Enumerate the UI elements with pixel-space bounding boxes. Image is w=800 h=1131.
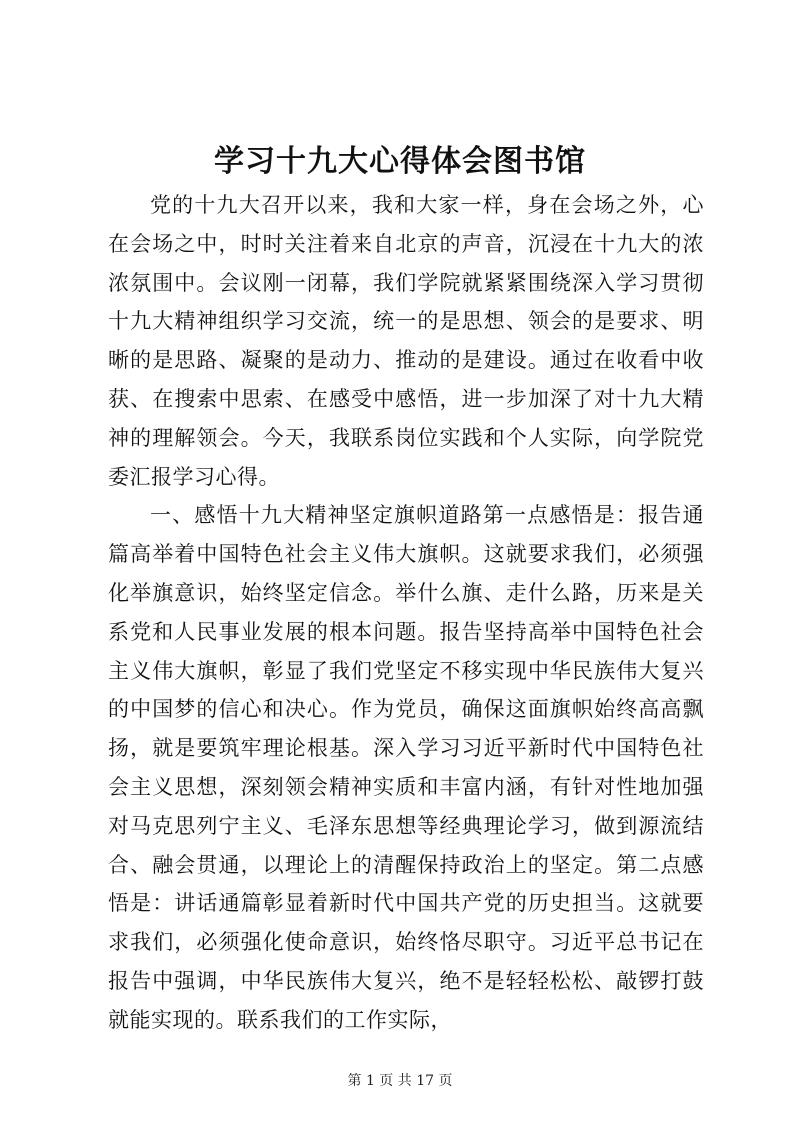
document-body: [108, 186, 704, 1040]
page-number-footer: 第 1 页 共 17 页: [347, 1073, 453, 1089]
paragraph-section-one: 一、感悟十九大精神坚定旗帜道路第一点感悟是：报告通篇高举着中国特色社会主义伟大旗帜。这就要求我们，必须强化举旗意识，始终坚定信念。举什么旗、走什么路，历来是关系党和人民事业发展的根本问题。报告坚持高举中国特色社会主义伟大旗帜，彰显了我们党坚定不移实现中华民族伟大复兴的中国梦的信心和决心。作为党员，确保这面旗帜始终高高飘扬，就是要筑牢理论根基。深入学习习近平新时代中国特色社会主义思想，深刻领会精神实质和丰富内涵，有针对性地加强对马克思列宁主义、毛泽东思想等经典理论学习，做到源流结合、融会贯通，以理论上的清醒保持政治上的坚定。第二点感悟是：讲话通篇彰显着新时代中国共产党的历史担当。这就要求我们，必须强化使命意识，始终恪尽职守。习近平总书记在报告中强调，中华民族伟大复兴，绝不是轻轻松松、敲锣打鼓就能实现的。联系我们的工作实际，: [108, 503, 704, 1032]
paragraph-intro: 党的十九大召开以来，我和大家一样，身在会场之外，心在会场之中，时时关注着来自北京的声音，沉浸在十九大的浓浓氛围中。会议刚一闭幕，我们学院就紧紧围绕深入学习贯彻十九大精神组织学习交流，统一的是思想、领会的是要求、明晰的是思路、凝聚的是动力、推动的是建设。通过在收看中收获、在搜索中思索、在感受中感悟，进一步加深了对十九大精神的理解领会。今天，我联系岗位实践和个人实际，向学院党委汇报学习心得。: [108, 193, 704, 489]
document-title: 学习十九大心得体会图书馆: [214, 144, 586, 179]
